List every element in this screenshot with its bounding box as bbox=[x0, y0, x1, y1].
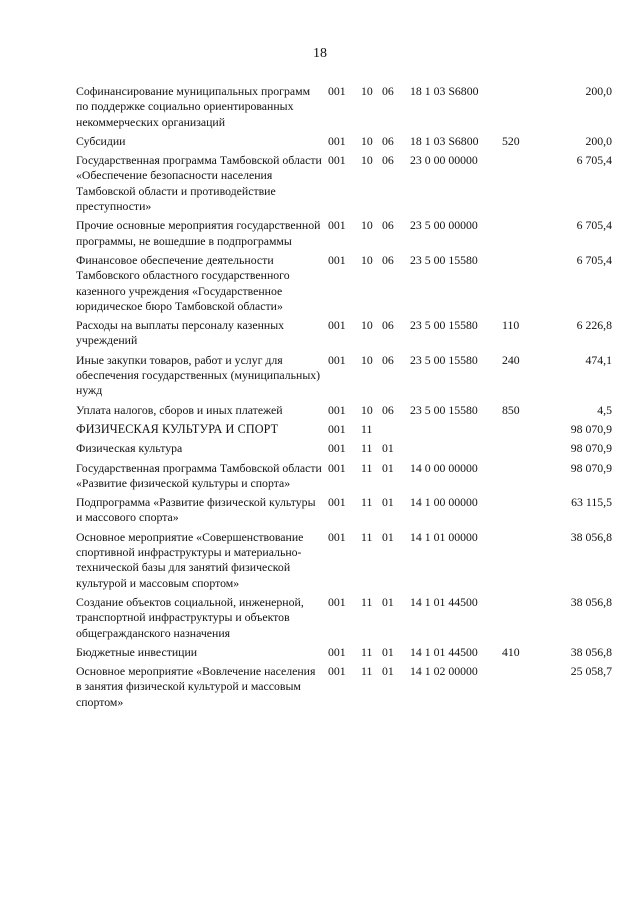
section-code: 10 bbox=[361, 153, 373, 168]
table-row bbox=[76, 84, 612, 134]
expense-type-code bbox=[502, 84, 540, 134]
row-description: Прочие основные мероприятия государственной программы, не вошедшие в подпрограммы bbox=[76, 218, 321, 248]
amount-value: 200,0 bbox=[585, 133, 612, 148]
row-description: Создание объектов социальной, инженерной, транспортной инфраструктуры и объектов общегражданского назначения bbox=[76, 594, 304, 640]
ministry-code: 001 bbox=[328, 402, 346, 417]
expense-type-code bbox=[502, 495, 540, 530]
amount-value: 200,0 bbox=[585, 84, 612, 98]
table-row bbox=[76, 530, 612, 595]
table-row bbox=[76, 253, 612, 318]
row-description: Субсидии bbox=[76, 133, 126, 148]
ministry-code: 001 bbox=[328, 352, 346, 367]
row-description: Уплата налогов, сборов и иных платежей bbox=[76, 402, 283, 417]
subsection-code: 01 bbox=[382, 529, 394, 544]
section-code: 10 bbox=[361, 84, 373, 98]
target-article-code bbox=[410, 422, 502, 441]
table-row bbox=[76, 595, 612, 645]
subsection-code: 06 bbox=[382, 252, 394, 267]
ministry-code: 001 bbox=[328, 84, 346, 98]
ministry-code: 001 bbox=[328, 441, 346, 456]
table-row bbox=[76, 218, 612, 253]
expense-type-code bbox=[502, 218, 540, 253]
target-article-code: 14 1 01 44500 bbox=[410, 644, 478, 659]
ministry-code: 001 bbox=[328, 153, 346, 168]
target-article-code: 14 1 01 44500 bbox=[410, 594, 478, 609]
subsection-code: 01 bbox=[382, 441, 394, 456]
expense-type-code: 520 bbox=[502, 133, 520, 148]
section-code: 11 bbox=[361, 644, 373, 659]
ministry-code: 001 bbox=[328, 460, 346, 475]
section-code: 11 bbox=[361, 460, 373, 475]
expense-type-code bbox=[502, 530, 540, 595]
section-code: 10 bbox=[361, 352, 373, 367]
ministry-code: 001 bbox=[328, 644, 346, 659]
target-article-code: 18 1 03 S6800 bbox=[410, 84, 479, 98]
table-body bbox=[76, 84, 612, 714]
row-description: Бюджетные инвестиции bbox=[76, 644, 198, 659]
target-article-code: 23 0 00 00000 bbox=[410, 153, 478, 168]
expense-type-code: 240 bbox=[502, 352, 520, 367]
ministry-code: 001 bbox=[328, 594, 346, 609]
target-article-code: 23 5 00 15580 bbox=[410, 252, 478, 267]
subsection-code: 06 bbox=[382, 318, 394, 333]
target-article-code: 14 1 02 00000 bbox=[410, 664, 478, 679]
row-description: Расходы на выплаты персоналу казенных учреждений bbox=[76, 318, 285, 348]
subsection-code: 01 bbox=[382, 594, 394, 609]
subsection-code: 06 bbox=[382, 402, 394, 417]
target-article-code: 18 1 03 S6800 bbox=[410, 133, 479, 148]
section-code: 11 bbox=[361, 495, 373, 510]
target-article-code: 23 5 00 15580 bbox=[410, 402, 478, 417]
section-code: 10 bbox=[361, 252, 373, 267]
subsection-code: 01 bbox=[382, 644, 394, 659]
budget-table bbox=[76, 84, 612, 714]
expense-type-code bbox=[502, 461, 540, 496]
section-code: 11 bbox=[361, 664, 373, 679]
ministry-code: 001 bbox=[328, 529, 346, 544]
subsection-code: 06 bbox=[382, 153, 394, 168]
amount-value: 25 058,7 bbox=[570, 664, 612, 679]
table-row bbox=[76, 645, 612, 664]
row-description: Подпрограмма «Развитие физической культуры и массового спорта» bbox=[76, 495, 316, 525]
ministry-code: 001 bbox=[328, 318, 346, 333]
expense-type-code bbox=[502, 422, 540, 441]
table-row bbox=[76, 134, 612, 153]
subsection-code: 06 bbox=[382, 84, 394, 98]
subsection-code: 01 bbox=[382, 664, 394, 679]
ministry-code: 001 bbox=[328, 252, 346, 267]
ministry-code: 001 bbox=[328, 421, 346, 436]
target-article-code: 23 5 00 00000 bbox=[410, 218, 478, 233]
table-row bbox=[76, 441, 612, 460]
target-article-code: 14 1 00 00000 bbox=[410, 495, 478, 510]
row-description: Государственная программа Тамбовской области «Обеспечение безопасности населения Тамбовской области и противодействие преступности» bbox=[76, 153, 322, 214]
target-article-code: 14 0 00 00000 bbox=[410, 460, 478, 475]
table-row bbox=[76, 422, 612, 441]
row-description: Основное мероприятие «Вовлечение населения в занятия физической культурой и массовым спортом» bbox=[76, 664, 316, 709]
section-code: 10 bbox=[361, 318, 373, 333]
table-row bbox=[76, 153, 612, 218]
subsection-code: 01 bbox=[382, 495, 394, 510]
expense-type-code: 850 bbox=[502, 402, 520, 417]
row-description: Финансовое обеспечение деятельности Тамбовского областного государственного казенного учреждения «Государственное юридическое бюро Тамбовской области» bbox=[76, 252, 290, 313]
section-code: 10 bbox=[361, 402, 373, 417]
subsection-code: 06 bbox=[382, 218, 394, 233]
row-description: Софинансирование муниципальных программ по поддержке социально ориентированных некоммерческих организаций bbox=[76, 84, 311, 129]
amount-value: 6 705,4 bbox=[576, 153, 612, 168]
expense-type-code bbox=[502, 664, 540, 714]
amount-value: 98 070,9 bbox=[570, 441, 612, 456]
amount-value: 98 070,9 bbox=[570, 421, 612, 436]
amount-value: 38 056,8 bbox=[570, 594, 612, 609]
amount-value: 98 070,9 bbox=[570, 460, 612, 475]
target-article-code: 23 5 00 15580 bbox=[410, 352, 478, 367]
ministry-code: 001 bbox=[328, 664, 346, 679]
row-description: Иные закупки товаров, работ и услуг для обеспечения государственных (муниципальных) нужд bbox=[76, 352, 321, 398]
table-row bbox=[76, 461, 612, 496]
amount-value: 6 226,8 bbox=[576, 318, 612, 333]
row-description: Физическая культура bbox=[76, 441, 183, 456]
ministry-code: 001 bbox=[328, 495, 346, 510]
subsection-code: 06 bbox=[382, 133, 394, 148]
section-code: 11 bbox=[361, 594, 373, 609]
target-article-code bbox=[410, 441, 502, 460]
table-row bbox=[76, 318, 612, 353]
expense-type-code bbox=[502, 253, 540, 318]
amount-value: 63 115,5 bbox=[571, 495, 612, 510]
page-number: 18 bbox=[313, 46, 327, 61]
section-code: 10 bbox=[361, 218, 373, 233]
table-row bbox=[76, 353, 612, 403]
expense-type-code bbox=[502, 153, 540, 218]
amount-value: 38 056,8 bbox=[570, 644, 612, 659]
row-description: Основное мероприятие «Совершенствование спортивной инфраструктуры и материально-технической базы для занятий физической культурой и массовым спортом» bbox=[76, 529, 304, 590]
section-code: 11 bbox=[361, 441, 373, 456]
section-code: 11 bbox=[361, 421, 373, 436]
target-article-code: 23 5 00 15580 bbox=[410, 318, 478, 333]
row-description: Государственная программа Тамбовской области «Развитие физической культуры и спорта» bbox=[76, 460, 322, 490]
table-row bbox=[76, 495, 612, 530]
ministry-code: 001 bbox=[328, 133, 346, 148]
amount-value: 4,5 bbox=[597, 402, 612, 417]
expense-type-code: 410 bbox=[502, 644, 520, 659]
section-code: 10 bbox=[361, 133, 373, 148]
target-article-code: 14 1 01 00000 bbox=[410, 529, 478, 544]
expense-type-code: 110 bbox=[502, 318, 520, 333]
subsection-code bbox=[382, 422, 410, 441]
subsection-code: 06 bbox=[382, 352, 394, 367]
ministry-code: 001 bbox=[328, 218, 346, 233]
amount-value: 38 056,8 bbox=[570, 529, 612, 544]
amount-value: 6 705,4 bbox=[576, 218, 612, 233]
subsection-code: 01 bbox=[382, 460, 394, 475]
section-code: 11 bbox=[361, 529, 373, 544]
amount-value: 474,1 bbox=[585, 352, 612, 367]
expense-type-code bbox=[502, 441, 540, 460]
row-description: ФИЗИЧЕСКАЯ КУЛЬТУРА И СПОРТ bbox=[76, 421, 279, 436]
expense-type-code bbox=[502, 595, 540, 645]
table-row bbox=[76, 664, 612, 714]
table-row bbox=[76, 403, 612, 422]
amount-value: 6 705,4 bbox=[576, 252, 612, 267]
